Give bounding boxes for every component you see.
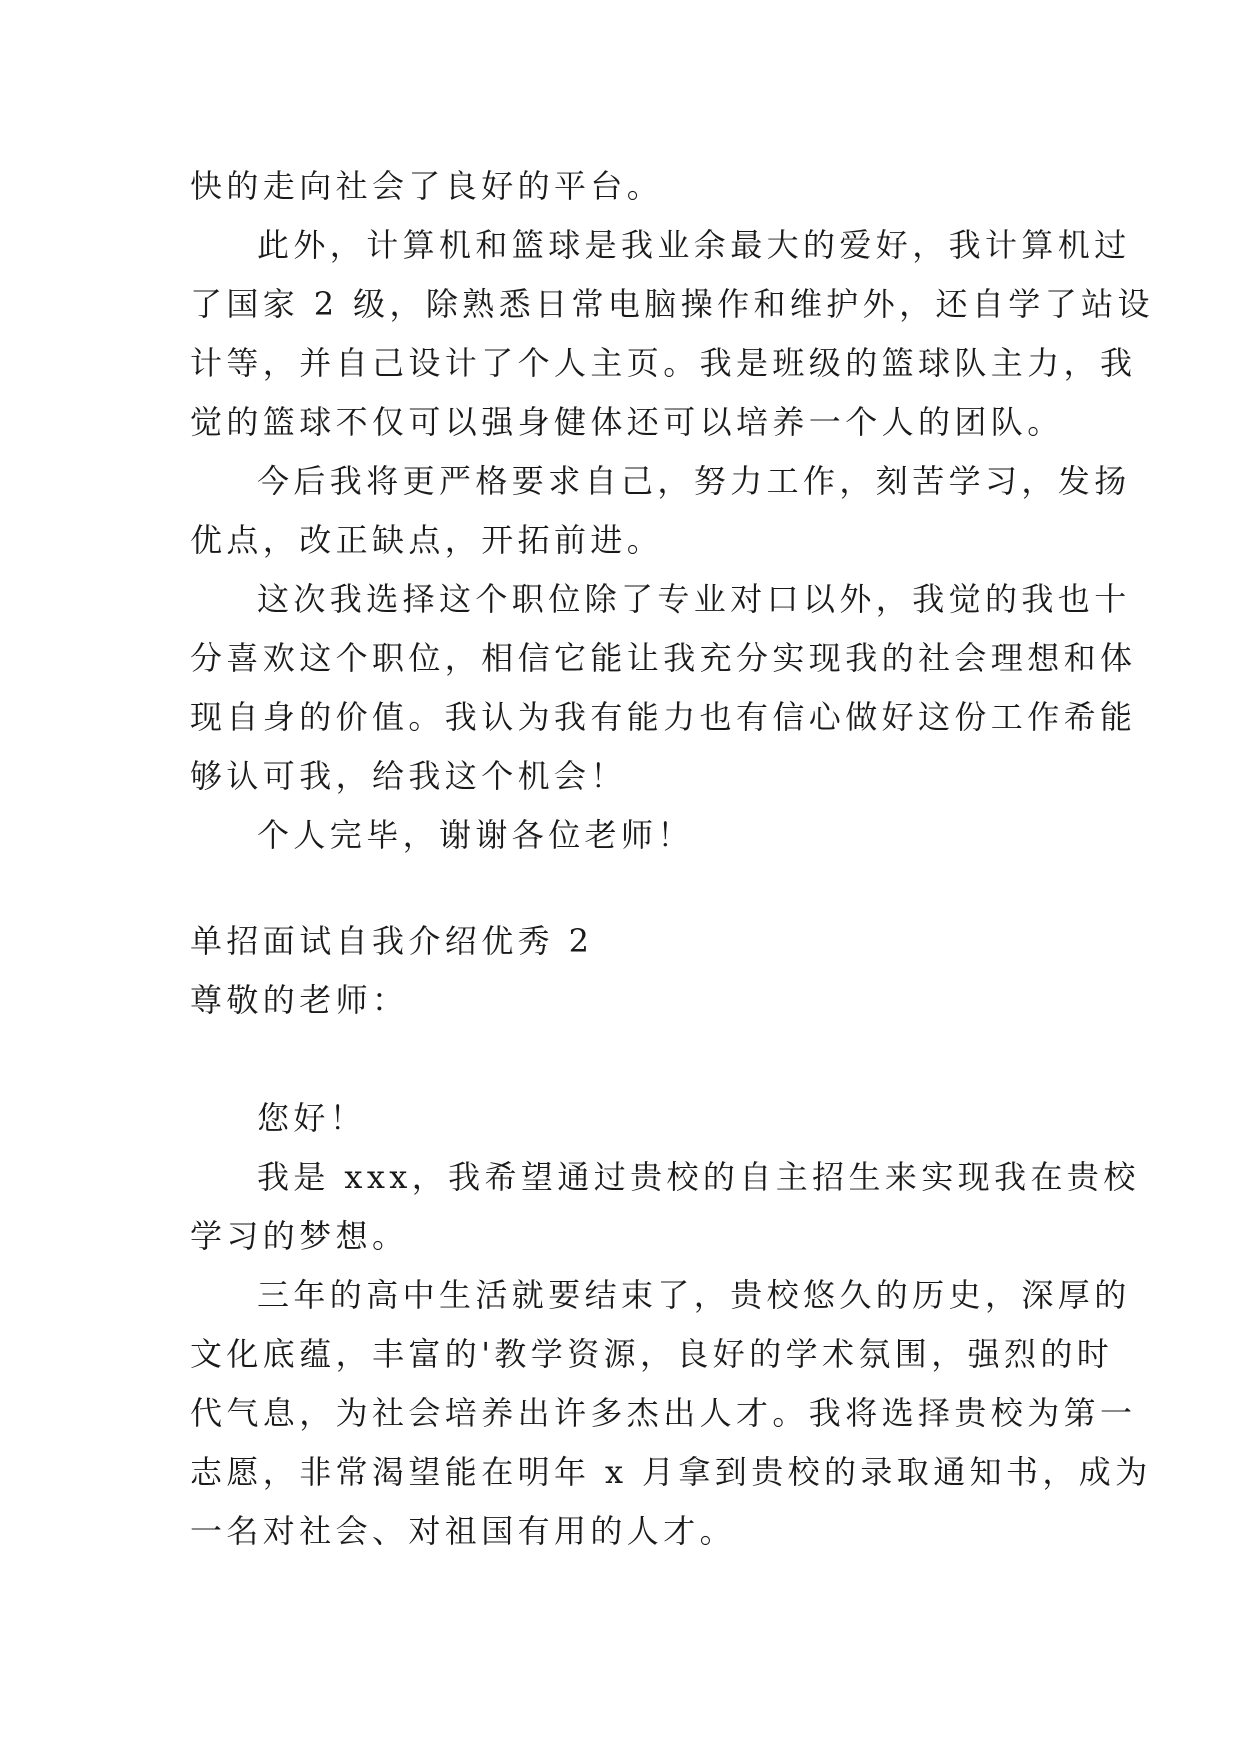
text-line: 学习的梦想。 — [190, 1217, 409, 1255]
text-line: 今后我将更严格要求自己，努力工作，刻苦学习，发扬 — [257, 462, 1131, 500]
text-line: 您好！ — [257, 1099, 367, 1137]
text-line: 计等，并自己设计了个人主页。我是班级的篮球队主力，我 — [190, 344, 1137, 382]
text-line: 快的走向社会了良好的平台。 — [190, 167, 664, 205]
salutation: 尊敬的老师： — [190, 981, 409, 1019]
text-line: 现自身的价值。我认为我有能力也有信心做好这份工作希能 — [190, 698, 1137, 736]
text-line: 了国家 2 级，除熟悉日常电脑操作和维护外，还自学了站设 — [190, 285, 1154, 323]
text-line: 三年的高中生活就要结束了，贵校悠久的历史，深厚的 — [257, 1276, 1131, 1314]
text-line: 一名对社会、对祖国有用的人才。 — [190, 1512, 737, 1550]
text-line: 个人完毕，谢谢各位老师！ — [257, 816, 694, 854]
text-line: 优点，改正缺点，开拓前进。 — [190, 521, 664, 559]
text-line: 代气息，为社会培养出许多杰出人才。我将选择贵校为第一 — [190, 1394, 1137, 1432]
text-line: 觉的篮球不仅可以强身健体还可以培养一个人的团队。 — [190, 403, 1064, 441]
text-line: 这次我选择这个职位除了专业对口以外，我觉的我也十 — [257, 580, 1131, 618]
text-line: 分喜欢这个职位，相信它能让我充分实现我的社会理想和体 — [190, 639, 1137, 677]
text-line: 志愿，非常渴望能在明年 x 月拿到贵校的录取通知书，成为 — [190, 1453, 1152, 1491]
text-line: 够认可我，给我这个机会！ — [190, 757, 627, 795]
text-line: 我是 xxx，我希望通过贵校的自主招生来实现我在贵校 — [257, 1158, 1140, 1196]
text-line: 此外，计算机和篮球是我业余最大的爱好，我计算机过 — [257, 226, 1131, 264]
section-heading: 单招面试自我介绍优秀 2 — [190, 922, 594, 960]
text-line: 文化底蕴，丰富的'教学资源，良好的学术氛围，强烈的时 — [190, 1335, 1114, 1373]
